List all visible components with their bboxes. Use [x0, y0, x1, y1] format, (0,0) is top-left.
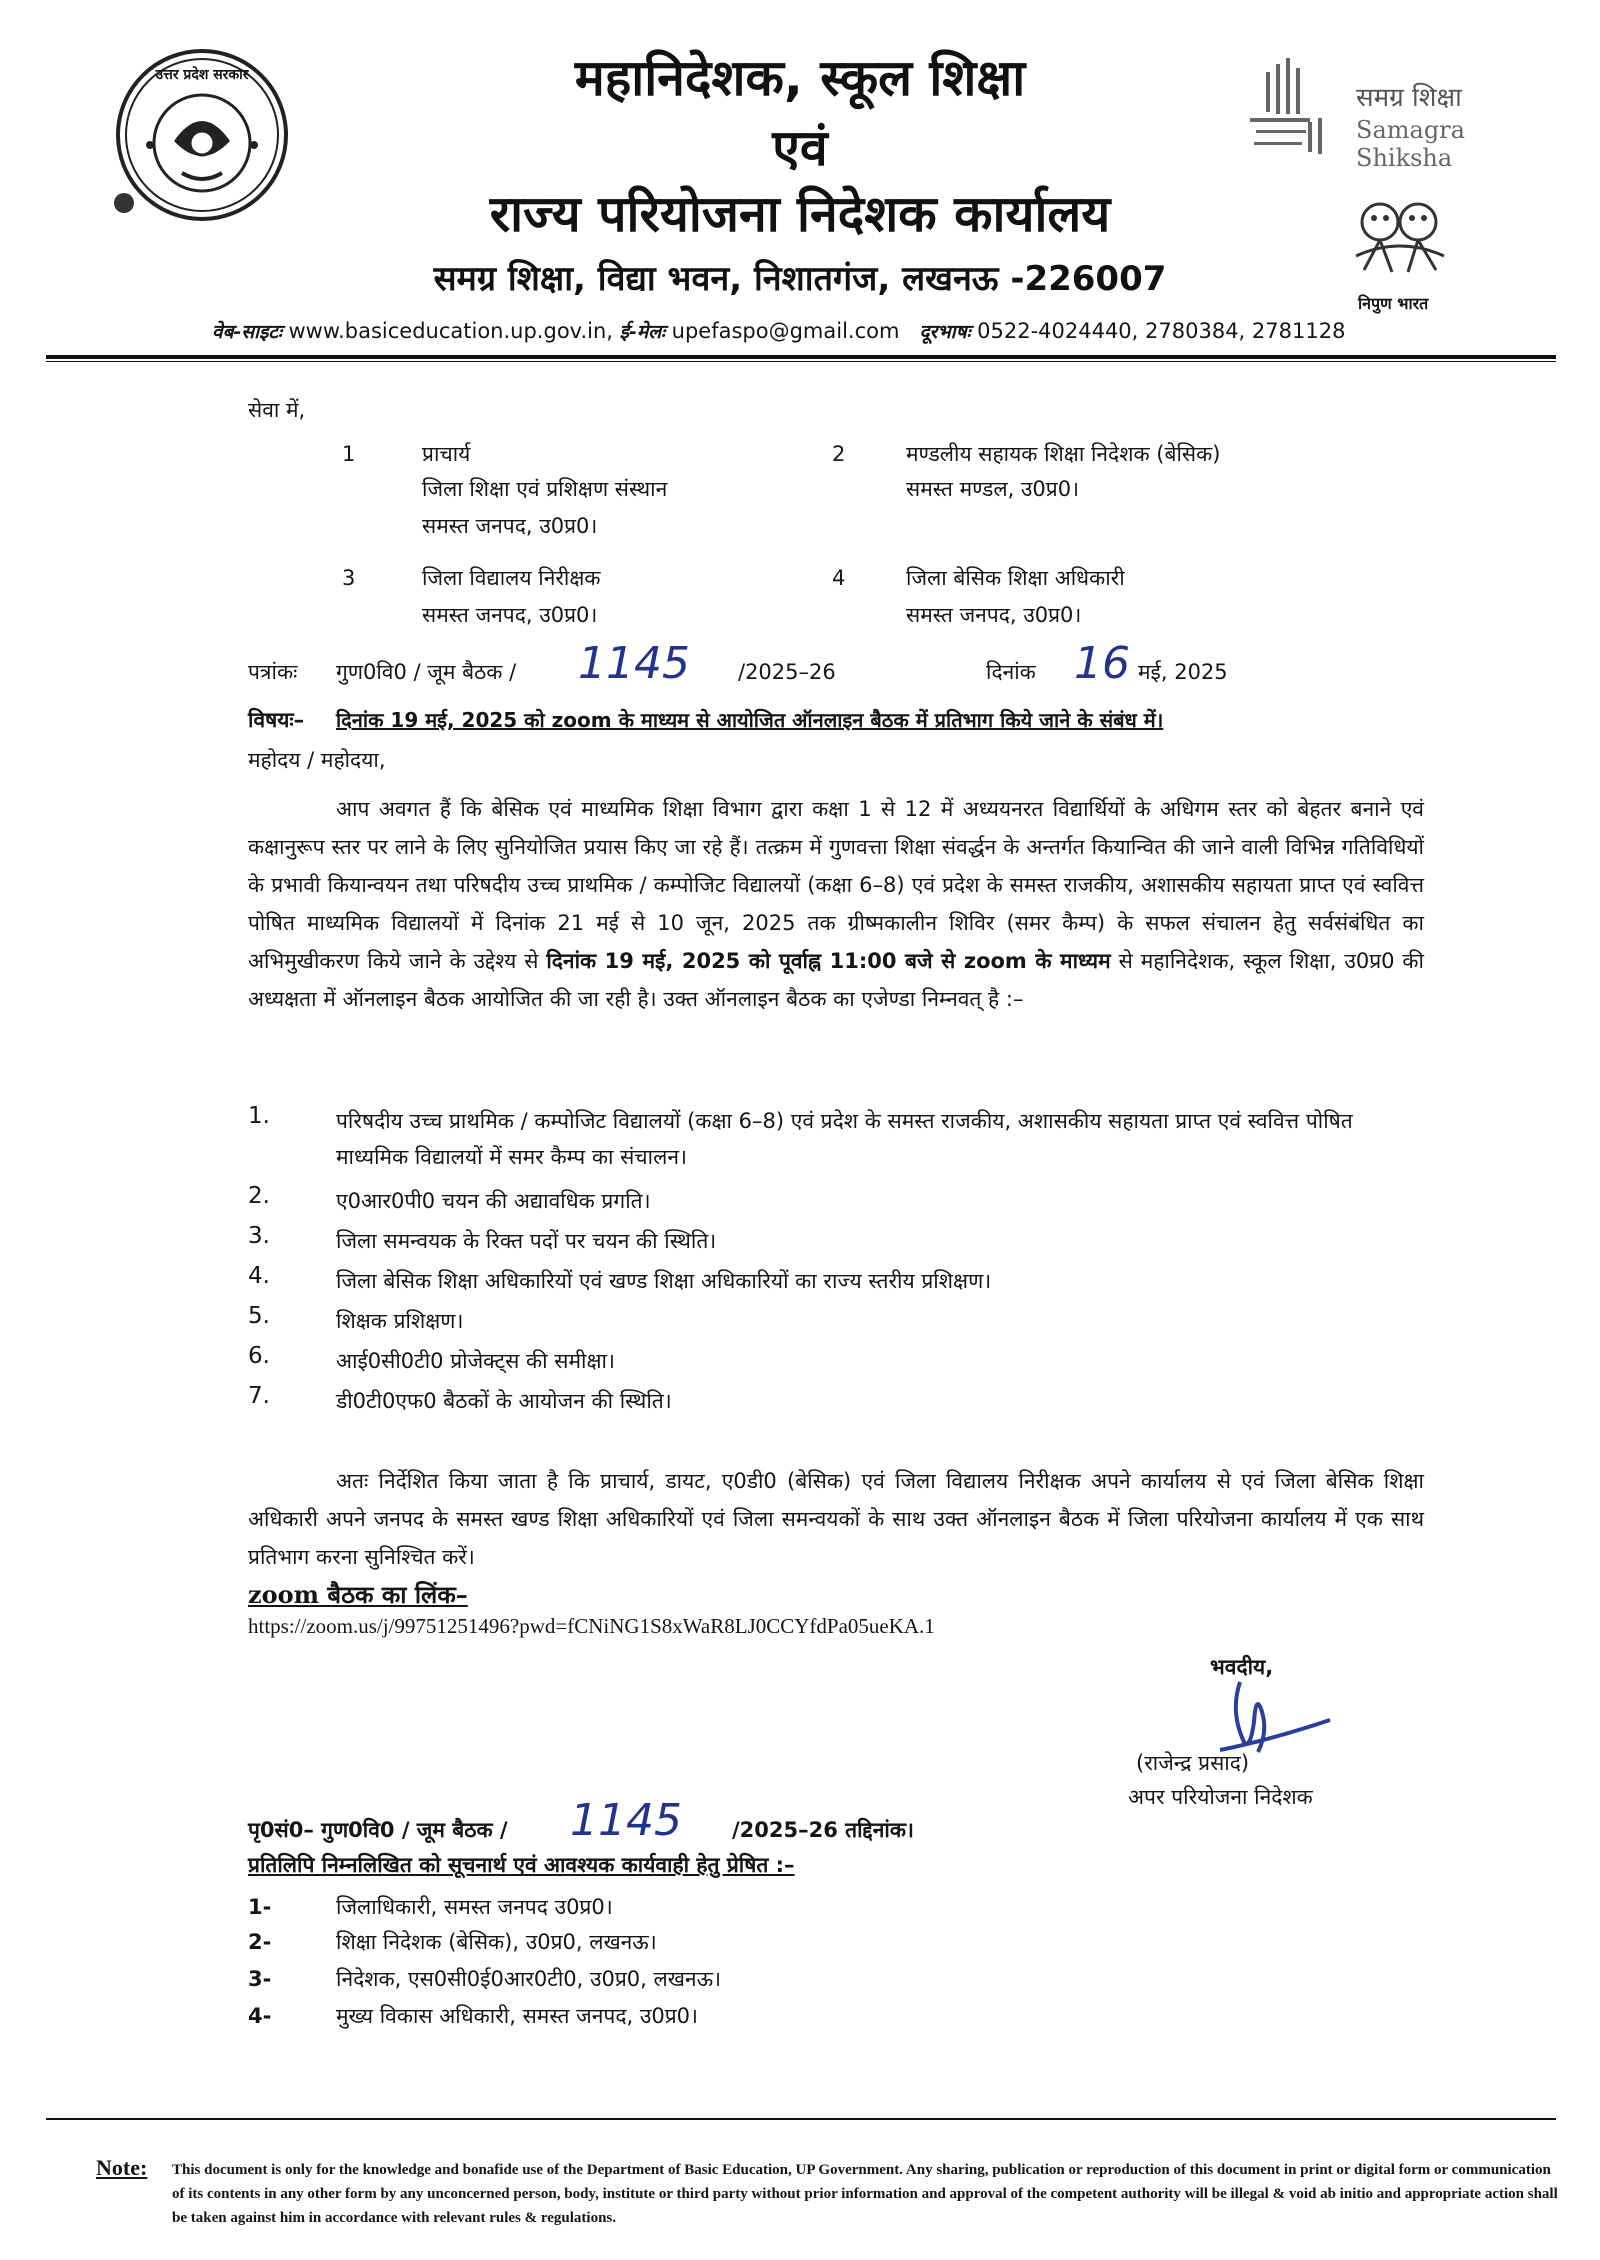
reference-suffix: /2025–26	[738, 660, 836, 684]
copy-1-text: जिलाधिकारी, समस्त जनपद उ0प्र0।	[336, 1895, 613, 1919]
recipient-1-line-2: जिला शिक्षा एवं प्रशिक्षण संस्थान	[422, 477, 668, 501]
signatory-name: (राजेन्द्र प्रसाद)	[1136, 1751, 1250, 1775]
copy-ref-prefix: पृ0सं0– गुण0वि0 / जूम बैठक /	[248, 1818, 508, 1842]
note-text: This document is only for the knowledge and bonafide use of the Department of Basic Education, UP Government. Any sharing, publication or reproduction of this document in print or digital form or communication of its contents in any other form by any unconcerned person, body, institute or third party without prior information and approval of the competent authority will be illegal & void ab initio and appropriate action shall be taken against him in accordance with relevant rules & regulations.	[172, 2162, 1558, 2226]
recipient-1-line-1: प्राचार्य	[422, 442, 471, 466]
recipient-3-num: 3	[342, 566, 356, 590]
copy-handwritten-number: 1145	[570, 1795, 682, 1846]
recipient-3-line-2: समस्त जनपद, उ0प्र0।	[422, 603, 598, 627]
recipient-4-line-2: समस्त जनपद, उ0प्र0।	[906, 603, 1082, 627]
greeting: महोदय / महोदया,	[248, 748, 386, 772]
up-government-seal	[112, 45, 292, 225]
zoom-heading: zoom बैठक का लिंक–	[248, 1580, 468, 1609]
copy-4-text: मुख्य विकास अधिकारी, समस्त जनपद, उ0प्र0।	[336, 2004, 698, 2028]
nipun-bharat-icon	[1350, 196, 1450, 294]
header-line-2: एवं	[772, 119, 828, 177]
agenda-6-text: आई0सी0टी0 प्रोजेक्ट्स की समीक्षा।	[336, 1349, 615, 1373]
copy-heading: प्रतिलिपि निम्नलिखित को सूचनार्थ एवं आवश्यक कार्यवाही हेतु प्रेषित :–	[248, 1853, 795, 1877]
agenda-2-num: 2.	[248, 1183, 270, 1209]
phone-label: दूरभाषः	[919, 321, 971, 343]
agenda-4-text: जिला बेसिक शिक्षा अधिकारियों एवं खण्ड शिक्षा अधिकारियों का राज्य स्तरीय प्रशिक्षण।	[336, 1269, 992, 1293]
recipient-1-line-3: समस्त जनपद, उ0प्र0।	[422, 514, 598, 538]
agenda-6-num: 6.	[248, 1343, 270, 1369]
subject-text: दिनांक 19 मई, 2025 को zoom के माध्यम से आयोजित ऑनलाइन बैठक में प्रतिभाग किये जाने के संबंध में।	[336, 708, 1164, 732]
header-divider	[46, 355, 1556, 359]
agenda-1-num: 1.	[248, 1103, 270, 1129]
header-divider-thin	[46, 361, 1556, 362]
copy-ref-suffix: /2025–26 तद्दिनांक।	[732, 1818, 914, 1842]
reference-prefix: गुण0वि0 / जूम बैठक /	[336, 660, 517, 684]
salutation: सेवा में,	[248, 398, 306, 422]
agenda-7-num: 7.	[248, 1383, 270, 1409]
copy-3-text: निदेशक, एस0सी0ई0आर0टी0, उ0प्र0, लखनऊ।	[336, 1967, 722, 1991]
agenda-3-num: 3.	[248, 1223, 270, 1249]
nipun-caption: निपुण भारत	[1358, 294, 1429, 313]
recipient-2-line-1: मण्डलीय सहायक शिक्षा निदेशक (बेसिक)	[906, 442, 1221, 466]
website-label: वेब-साइटः	[212, 321, 282, 343]
recipient-1-num: 1	[342, 442, 356, 466]
closing: भवदीय,	[1210, 1655, 1274, 1679]
date-label: दिनांक	[986, 660, 1036, 684]
header-line-3: राज्य परियोजना निदेशक कार्यालय	[489, 185, 1111, 243]
recipient-2-line-2: समस्त मण्डल, उ0प्र0।	[906, 477, 1080, 501]
paragraph-1-bold: दिनांक 19 मई, 2025 को पूर्वाह्न 11:00 बजे से zoom के माध्यम	[546, 949, 1111, 973]
recipient-4-num: 4	[832, 566, 846, 590]
recipient-4-line-1: जिला बेसिक शिक्षा अधिकारी	[906, 566, 1125, 590]
reference-label: पत्रांकः	[248, 660, 298, 684]
handwritten-letter-number: 1145	[578, 638, 690, 689]
samagra-shiksha-logo	[1246, 58, 1566, 172]
contact-line	[212, 318, 1345, 344]
agenda-5-num: 5.	[248, 1303, 270, 1329]
agenda-5-text: शिक्षक प्रशिक्षण।	[336, 1309, 464, 1333]
copy-2-text: शिक्षा निदेशक (बेसिक), उ0प्र0, लखनऊ।	[336, 1930, 657, 1954]
copy-4-num: 4-	[248, 2004, 272, 2028]
nipun-bharat-logo	[1350, 196, 1460, 316]
zoom-link[interactable]: https://zoom.us/j/99751251496?pwd=fCNiNG1S8xWaR8LJ0CCYfdPa05ueKA.1	[248, 1614, 935, 1638]
signatory-designation: अपर परियोजना निदेशक	[1128, 1785, 1313, 1809]
paragraph-1-part-1: आप अवगत हैं कि बेसिक एवं माध्यमिक शिक्षा विभाग द्वारा कक्षा 1 से 12 में अध्ययनरत विद्यार्थियों के अधिगम स्तर को बेहतर बनाने एवं कक्षानुरूप स्तर पर लाने के लिए सुनियोजित प्रयास किए जा रहे हैं। तत्क्रम में गुणवत्ता शिक्षा संवर्द्धन के अन्तर्गत कियान्वित की जाने वाली विभिन्न गतिविधियों के प्रभावी कियान्वयन तथा परिषदीय उच्च प्राथमिक / कम्पोजिट विद्यालयों (कक्षा 6–8) एवं प्रदेश के समस्त राजकीय, अशासकीय सहायता प्राप्त एवं स्ववित्त पोषित माध्यमिक विद्यालयों में दिनांक 21 मई से 10 जून, 2025 तक ग्रीष्मकालीन शिविर (समर कैम्प) के सफल संचालन हेतु सर्वसंबंधित का अभिमुखीकरण किये जाने के उद्देश्य से	[248, 797, 1424, 973]
note-label: Note:	[96, 2155, 148, 2180]
agenda-2-text: ए0आर0पी0 चयन की अद्यावधिक प्रगति।	[336, 1189, 651, 1213]
handwritten-date-day: 16	[1074, 638, 1130, 689]
body-paragraph-1	[248, 790, 1424, 1018]
copy-2-num: 2-	[248, 1930, 272, 1954]
recipient-2-num: 2	[832, 442, 846, 466]
samagra-shiksha-icon	[1246, 58, 1336, 158]
subject-label: विषयः–	[248, 708, 305, 732]
website-link[interactable]: www.basiceducation.up.gov.in,	[288, 319, 613, 343]
copy-3-num: 3-	[248, 1967, 272, 1991]
agenda-7-text: डी0टी0एफ0 बैठकों के आयोजन की स्थिति।	[336, 1389, 672, 1413]
email-link[interactable]: upefaspo@gmail.com	[671, 319, 900, 343]
header-line-1: महानिदेशक, स्कूल शिक्षा	[574, 49, 1026, 107]
phone-number: 0522-4024440, 2780384, 2781128	[977, 319, 1346, 343]
copy-1-num: 1-	[248, 1895, 272, 1919]
paragraph-2-text: अतः निर्देशित किया जाता है कि प्राचार्य, डायट, ए0डी0 (बेसिक) एवं जिला विद्यालय निरीक्षक अपने कार्यालय से एवं जिला बेसिक शिक्षा अधिकारी अपने जनपद के समस्त खण्ड शिक्षा अधिकारियों एवं जिला समन्वयकों के साथ उक्त ऑनलाइन बैठक में जिला परियोजना कार्यालय में एक साथ प्रतिभाग करना सुनिश्चित करें।	[248, 1469, 1424, 1569]
date-suffix: मई, 2025	[1138, 660, 1228, 684]
samagra-english-text: Samagra Shiksha	[1356, 116, 1465, 172]
email-label: ई-मेलः	[619, 321, 665, 343]
agenda-4-num: 4.	[248, 1263, 270, 1289]
samagra-hindi-text: समग्र शिक्षा	[1356, 83, 1462, 113]
paragraph-1-part-2: से महानिदेशक, स्कूल शिक्षा, उ0प्र0 की अध्यक्षता में ऑनलाइन बैठक आयोजित की जा रही है। उक्त ऑनलाइन बैठक का एजेण्डा निम्नवत् है :–	[248, 949, 1424, 1011]
header-address: समग्र शिक्षा, विद्या भवन, निशातगंज, लखनऊ -226007	[433, 259, 1167, 299]
agenda-3-text: जिला समन्वयक के रिक्त पदों पर चयन की स्थिति।	[336, 1229, 717, 1253]
body-paragraph-2	[248, 1462, 1424, 1576]
footer-divider	[46, 2118, 1556, 2120]
agenda-1-text: परिषदीय उच्च प्राथमिक / कम्पोजिट विद्यालयों (कक्षा 6–8) एवं प्रदेश के समस्त राजकीय, अशासकीय सहायता प्राप्त एवं स्ववित्त पोषित माध्यमिक विद्यालयों में समर कैम्प का संचालन।	[336, 1109, 1353, 1169]
recipient-3-line-1: जिला विद्यालय निरीक्षक	[422, 566, 601, 590]
seal-caption: उत्तर प्रदेश सरकार	[155, 67, 249, 83]
